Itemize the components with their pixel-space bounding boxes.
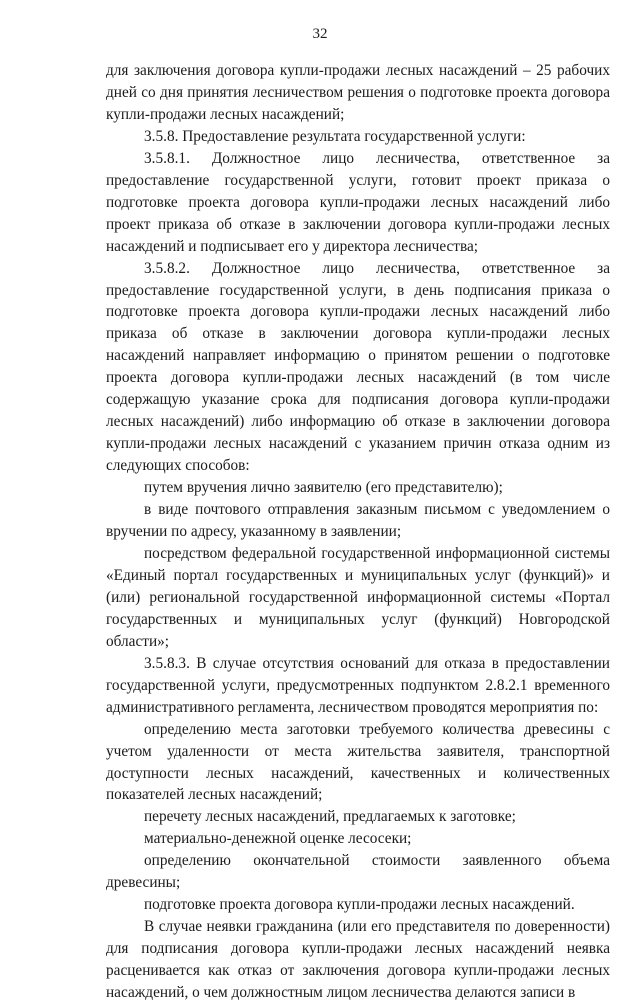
list-item-online-portal: посредством федеральной государственной информационной системы «Единый портал государственных и муниципальных услуг (функций)» и (или) региональной государственной информационной системы «Портал государственных и муниципальных услуг (функций) Новгородской области»; — [106, 544, 610, 650]
paragraph-3-5-8-2: 3.5.8.2. Должностное лицо лесничества, ответственное за предоставление государственной услуги, в день подписания приказа о подготовке проекта договора купли-продажи лесных насаждений либо приказа об отказе в заключении договора купли-продажи лесных насаждений направляет информацию о принятом решении о подготовке проекта договора купли-продажи лесных насаждений (в том числе содержащую указание срока для подписания договора купли-продажи лесных насаждений) либо информацию об отказе в заключении договора купли-продажи лесных насаждений с указанием причин отказа одним из следующих способов: — [106, 259, 610, 475]
paragraph-3-5-8-1: 3.5.8.1. Должностное лицо лесничества, ответственное за предоставление государственной услуги, готовит проект приказа о подготовке проекта договора купли-продажи лесных насаждений либо проект приказа об отказе в заключении договора купли-продажи лесных насаждений и подписывает его у директора лесничества; — [106, 149, 610, 255]
list-item-valuation: материально-денежной оценке лесосеки; — [144, 830, 412, 848]
list-item-registered-mail: в виде почтового отправления заказным письмом с уведомлением о вручении по адресу, указанному в заявлении; — [106, 501, 610, 541]
paragraph-3-5-8-3: 3.5.8.3. В случае отсутствия оснований для отказа в предоставлении государственной услуги, предусмотренных подпунктом 2.8.2.1 временного административного регламента, лесничеством проводятся мероприятия по: — [106, 654, 610, 716]
paragraph-3-5-8: 3.5.8. Предоставление результата государственной услуги: — [144, 127, 526, 145]
list-item-harvest-location: определению места заготовки требуемого количества древесины с учетом удаленности от места жительства заявителя, транспортной доступности лесных насаждений, качественных и количественных показателей лесных насаждений; — [106, 720, 610, 804]
document-body — [106, 60, 610, 1004]
page-number: 32 — [312, 26, 328, 42]
list-item-final-cost: определению окончательной стоимости заявленного объема древесины; — [106, 852, 610, 892]
list-item-recount: перечету лесных насаждений, предлагаемых к заготовке; — [144, 808, 516, 826]
paragraph-submission-deadline: для заключения договора купли-продажи лесных насаждений – 25 рабочих дней со дня принятия лесничеством решения о подготовке проекта договора купли-продажи лесных насаждений; — [106, 62, 610, 123]
list-item-in-person: путем вручения лично заявителю (его представителю); — [144, 479, 503, 497]
paragraph-non-appearance: В случае неявки гражданина (или его представителя по доверенности) для подписания договора купли-продажи лесных насаждений неявка расценивается как отказ от заключения договора купли-продажи лесных насаждений, о чем должностным лицом лесничества делаются записи в — [106, 918, 610, 1002]
list-item-draft-contract: подготовке проекта договора купли-продажи лесных насаждений. — [144, 896, 575, 914]
